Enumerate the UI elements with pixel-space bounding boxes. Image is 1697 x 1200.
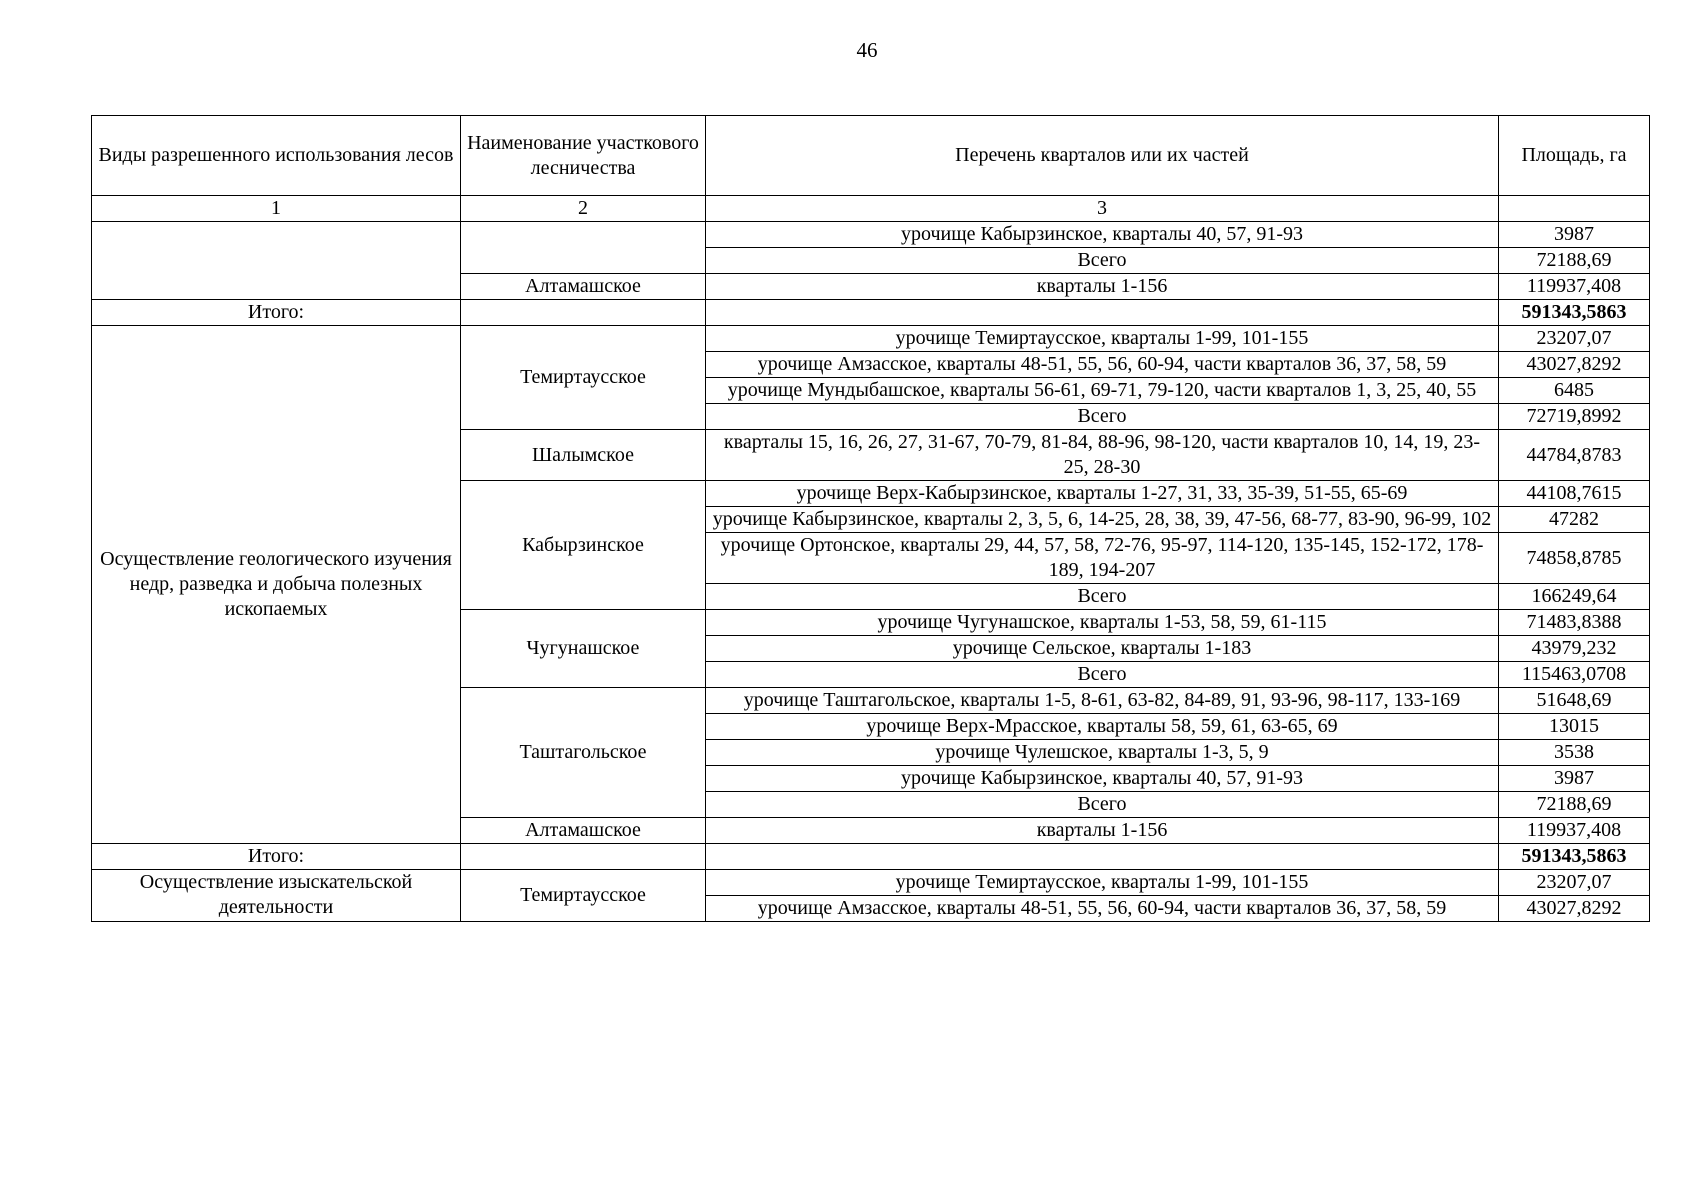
area-cell: 43027,8292 — [1499, 895, 1650, 921]
table-header-row — [92, 116, 1650, 196]
quarters-cell: урочище Чугунашское, кварталы 1-53, 58, 59, 61-115 — [706, 610, 1499, 636]
area-cell: 44784,8783 — [1499, 430, 1650, 481]
forestry-name: Алтамашское — [461, 818, 706, 844]
quarters-cell: урочище Верх-Кабырзинское, кварталы 1-27, 31, 33, 35-39, 51-55, 65-69 — [706, 481, 1499, 507]
area-cell: 3538 — [1499, 740, 1650, 766]
quarters-cell: урочище Амзасское, кварталы 48-51, 55, 56, 60-94, части кварталов 36, 37, 58, 59 — [706, 895, 1499, 921]
header-forestry-name: Наименование участкового лесничества — [461, 116, 706, 196]
quarters-cell: урочище Темиртаусское, кварталы 1-99, 101-155 — [706, 326, 1499, 352]
area-cell: 47282 — [1499, 507, 1650, 533]
header-use-type: Виды разрешенного использования лесов — [92, 116, 461, 196]
total-label: Всего — [706, 404, 1499, 430]
area-cell: 44108,7615 — [1499, 481, 1650, 507]
forestry-name: Шалымское — [461, 430, 706, 481]
itogo-area: 591343,5863 — [1499, 843, 1650, 869]
quarters-cell: кварталы 1-156 — [706, 818, 1499, 844]
area-cell: 119937,408 — [1499, 274, 1650, 300]
total-label: Всего — [706, 792, 1499, 818]
quarters-cell: урочище Темиртаусское, кварталы 1-99, 101-155 — [706, 869, 1499, 895]
area-cell: 166249,64 — [1499, 584, 1650, 610]
table-row — [92, 326, 1650, 352]
quarters-cell: урочище Ортонское, кварталы 29, 44, 57, 58, 72-76, 95-97, 114-120, 135-145, 152-172, 178-189, 194-207 — [706, 533, 1499, 584]
header-area: Площадь, га — [1499, 116, 1650, 196]
table-row — [92, 869, 1650, 895]
quarters-cell: урочище Кабырзинское, кварталы 40, 57, 91-93 — [706, 766, 1499, 792]
area-cell: 51648,69 — [1499, 688, 1650, 714]
use-type-geology: Осуществление геологического изучения недр, разведка и добыча полезных ископаемых — [92, 326, 461, 844]
area-cell: 119937,408 — [1499, 818, 1650, 844]
forestry-cell — [461, 222, 706, 274]
quarters-cell: кварталы 15, 16, 26, 27, 31-67, 70-79, 81-84, 88-96, 98-120, части кварталов 10, 14, 19, 23-25, 28-30 — [706, 430, 1499, 481]
quarters-cell: кварталы 1-156 — [706, 274, 1499, 300]
use-type-survey: Осуществление изыскательской деятельности — [92, 869, 461, 921]
forestry-name: Темиртаусское — [461, 869, 706, 921]
forestry-name: Кабырзинское — [461, 481, 706, 610]
area-cell: 43979,232 — [1499, 636, 1650, 662]
area-cell: 115463,0708 — [1499, 662, 1650, 688]
quarters-cell: урочище Сельское, кварталы 1-183 — [706, 636, 1499, 662]
quarters-cell: урочище Чулешское, кварталы 1-3, 5, 9 — [706, 740, 1499, 766]
forestry-name: Алтамашское — [461, 274, 706, 300]
area-cell: 43027,8292 — [1499, 352, 1650, 378]
area-cell: 72188,69 — [1499, 792, 1650, 818]
column-number-1: 1 — [92, 196, 461, 222]
area-cell: 13015 — [1499, 714, 1650, 740]
total-label: Всего — [706, 248, 1499, 274]
area-cell: 3987 — [1499, 222, 1650, 248]
area-cell: 23207,07 — [1499, 326, 1650, 352]
page-number: 46 — [856, 38, 878, 62]
itogo-row — [92, 843, 1650, 869]
column-number-row — [92, 196, 1650, 222]
quarters-cell: урочище Амзасское, кварталы 48-51, 55, 56, 60-94, части кварталов 36, 37, 58, 59 — [706, 352, 1499, 378]
itogo-row — [92, 300, 1650, 326]
area-cell: 71483,8388 — [1499, 610, 1650, 636]
total-label: Всего — [706, 662, 1499, 688]
use-type-cell — [92, 222, 461, 300]
itogo-area: 591343,5863 — [1499, 300, 1650, 326]
forestry-name: Темиртаусское — [461, 326, 706, 430]
area-cell: 74858,8785 — [1499, 533, 1650, 584]
area-cell: 23207,07 — [1499, 869, 1650, 895]
quarters-cell: урочище Таштагольское, кварталы 1-5, 8-61, 63-82, 84-89, 91, 93-96, 98-117, 133-169 — [706, 688, 1499, 714]
column-number-4 — [1499, 196, 1650, 222]
itogo-label: Итого: — [92, 843, 461, 869]
area-cell: 72188,69 — [1499, 248, 1650, 274]
quarters-cell: урочище Верх-Мрасское, кварталы 58, 59, 61, 63-65, 69 — [706, 714, 1499, 740]
quarters-cell: урочище Кабырзинское, кварталы 40, 57, 91-93 — [706, 222, 1499, 248]
column-number-2: 2 — [461, 196, 706, 222]
table-row — [92, 222, 1650, 248]
header-quarters-list: Перечень кварталов или их частей — [706, 116, 1499, 196]
column-number-3: 3 — [706, 196, 1499, 222]
forest-use-table-continued — [91, 843, 1650, 922]
forest-use-table — [91, 115, 1650, 844]
forestry-name: Чугунашское — [461, 610, 706, 688]
area-cell: 3987 — [1499, 766, 1650, 792]
quarters-cell: урочище Мундыбашское, кварталы 56-61, 69-71, 79-120, части кварталов 1, 3, 25, 40, 55 — [706, 378, 1499, 404]
forestry-name: Таштагольское — [461, 688, 706, 818]
itogo-label: Итого: — [92, 300, 461, 326]
area-cell: 6485 — [1499, 378, 1650, 404]
total-label: Всего — [706, 584, 1499, 610]
quarters-cell: урочище Кабырзинское, кварталы 2, 3, 5, 6, 14-25, 28, 38, 39, 47-56, 68-77, 83-90, 96-99, 102 — [706, 507, 1499, 533]
area-cell: 72719,8992 — [1499, 404, 1650, 430]
